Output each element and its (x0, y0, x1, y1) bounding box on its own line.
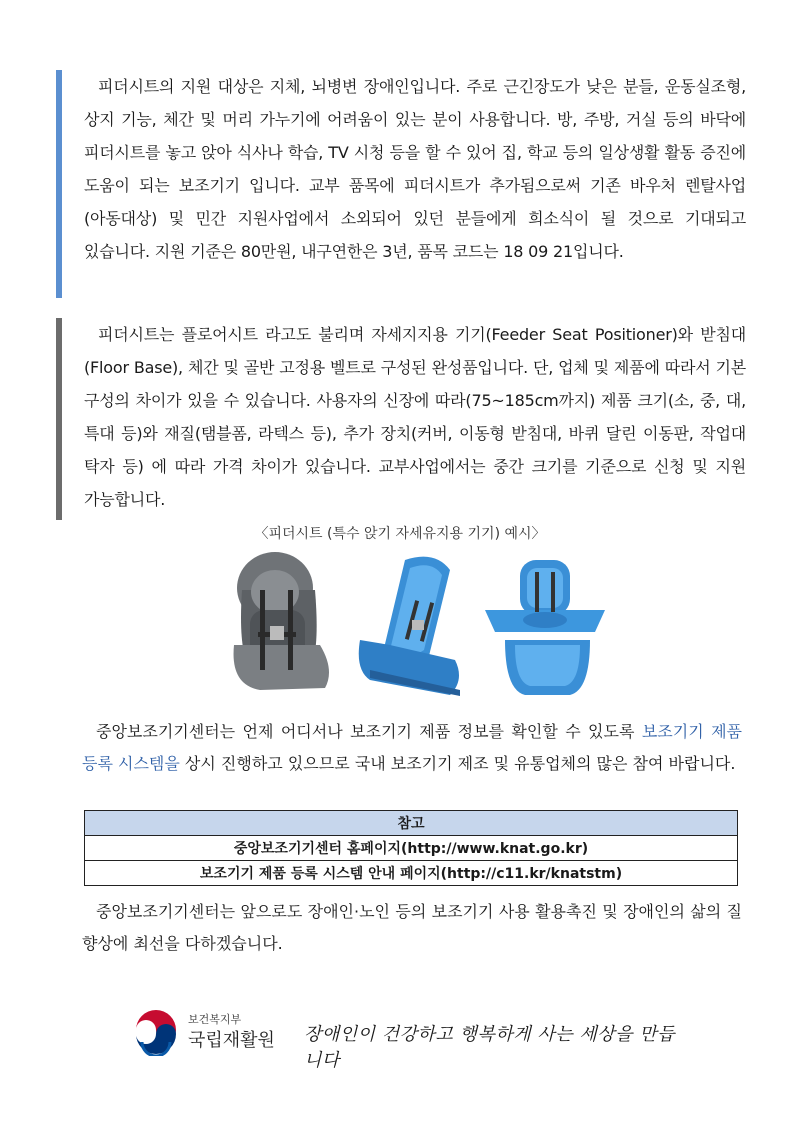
section-accent-bar (56, 318, 62, 520)
government-taegeuk-logo (132, 1008, 180, 1056)
paragraph-closing: 중앙보조기기센터는 앞으로도 장애인·노인 등의 보조기기 사용 활용촉진 및 장애인의 삶의 질 향상에 최선을 다하겠습니다. (82, 902, 742, 953)
product-images (210, 550, 610, 700)
composition-section (56, 318, 746, 520)
footer (132, 1008, 692, 1071)
organization-name: 국립재활원 (188, 1030, 275, 1051)
slogan: 장애인이 건강하고 행복하게 사는 세상을 만듭니다 (304, 1024, 675, 1071)
gray-feeder-seat-image (220, 550, 335, 698)
paragraph-composition: 피더시트는 플로어시트 라고도 불리며 자세지지용 기기(Feeder Seat Positioner)와 받침대(Floor Base), 체간 및 골반 고정용 벨트로 구성된 완성품입니다. 단, 업체 및 제품에 따라서 기본 구성의 차이가 있을 수 있습니다. 사용자의 신장에 따라(75~185cm까지) 제품 크기(소, 중, 대, 특대 등)와 재질(탬블폼, 라텍스 등), 추가 장치(커버, 이동형 받침대, 바퀴 달린 이동판, 작업대 탁자 등) 에 따라 가격 차이가 있습니다. 교부사업에서는 중간 크기를 기준으로 신청 및 지원 가능합니다. (84, 325, 746, 509)
section-accent-bar (56, 70, 62, 298)
paragraph-registration-system (82, 716, 742, 780)
blue-seat-with-tray-image (485, 550, 610, 698)
figure-caption: 〈피더시트 (특수 앉기 자세유지용 기기) 예시〉 (254, 526, 546, 542)
reference-registration-link[interactable]: 보조기기 제품 등록 시스템 안내 페이지(http://c11.kr/knatstm) (85, 861, 738, 886)
ministry-name: 보건복지부 (188, 1013, 242, 1026)
reference-homepage-link[interactable]: 중앙보조기기센터 홈페이지(http://www.knat.go.kr) (85, 836, 738, 861)
paragraph-text: 상시 진행하고 있으므로 국내 보조기기 제조 및 유통업체의 많은 참여 바랍니다. (179, 754, 736, 773)
reference-table (84, 810, 738, 886)
paragraph-support-target: 피더시트의 지원 대상은 지체, 뇌병변 장애인입니다. 주로 근긴장도가 낮은 분들, 운동실조형, 상지 기능, 체간 및 머리 가누기에 어려움이 있는 분이 사용합니다. 방, 주방, 거실 등의 바닥에 피더시트를 놓고 앉아 식사나 학습, TV 시청 등을 할 수 있어 집, 학교 등의 일상생활 활동 증진에 도움이 되는 보조기기 입니다. 교부 품목에 피더시트가 추가됨으로써 기존 바우처 렌탈사업(아동대상) 및 민간 지원사업에서 소외되어 있던 분들에게 희소식이 될 것으로 기대되고 있습니다. 지원 기준은 80만원, 내구연한은 3년, 품목 코드는 18 09 21입니다. (84, 77, 746, 261)
highlighted-system-name: 보조기기 제품 등록 시스템을 (82, 722, 742, 773)
blue-feeder-seat-image (350, 550, 470, 698)
intro-section (56, 70, 746, 298)
paragraph-text: 중앙보조기기센터는 언제 어디서나 보조기기 제품 정보를 확인할 수 있도록 (96, 722, 642, 741)
reference-header: 참고 (85, 811, 738, 836)
